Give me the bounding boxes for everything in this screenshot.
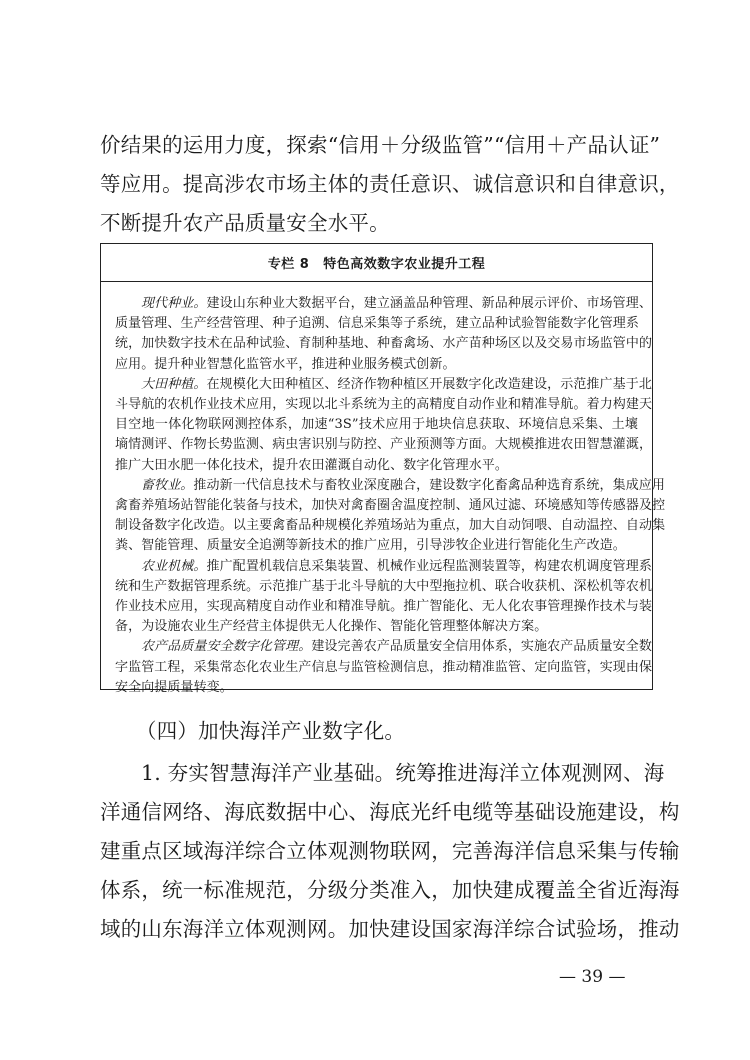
box-title-row bbox=[101, 244, 652, 282]
box-line: 粪、智能管理、质量安全追溯等新技术的推广应用，引导涉牧企业进行智能化生产改造。 bbox=[115, 538, 626, 554]
box-term: 大田种植。 bbox=[141, 376, 207, 392]
box-line: 推广大田水肥一体化技术，提升农田灌溉自动化、数字化管理水平。 bbox=[115, 457, 509, 473]
box-line: 畜牧业。推动新一代信息技术与畜牧业深度融合，建设数字化畜禽品种选育系统，集成应用 bbox=[141, 477, 666, 493]
box-line: 墒情测评、作物长势监测、病虫害识别与防控、产业预测等方面。大规模推进农田智慧灌溉， bbox=[115, 437, 653, 453]
box-line: 目空地一体化物联网测控体系，加速“3S”技术应用于地块信息获取、环境信息采集、土壤 bbox=[115, 417, 638, 433]
box-paragraph-field-planting bbox=[115, 375, 653, 476]
box-line: 农业机械。推广配置机载信息采集装置、机械作业远程监测装置等，构建农机调度管理系 bbox=[141, 558, 652, 574]
box-label: 专栏 8 bbox=[267, 257, 310, 272]
box-title: 特色高效数字农业提升工程 bbox=[323, 257, 486, 272]
box-line: 备，为设施农业生产经营主体提供无人化操作、智能化管理整体解决方案。 bbox=[115, 619, 548, 635]
box-line: 制设备数字化改造。以主要禽畜品种规模化养殖场站为重点，加大自动饲喂、自动温控、自动集 bbox=[115, 518, 666, 534]
intro-paragraph bbox=[100, 126, 680, 243]
text-line: 价结果的运用力度，探索“信用＋分级监管”“信用＋产品认证” bbox=[100, 133, 661, 157]
box-term: 现代种业。 bbox=[141, 296, 207, 311]
box-line: 统，加快数字技术在品种试验、育制种基地、种畜禽场、水产苗种场区以及交易市场监管中的 bbox=[115, 336, 653, 352]
page-number: — 39 — bbox=[559, 967, 626, 987]
text-line: 体系，统一标准规范，分级分类准入，加快建成覆盖全省近海海 bbox=[100, 878, 680, 902]
text-line: 洋通信网络、海底数据中心、海底光纤电缆等基础设施建设，构 bbox=[100, 800, 680, 824]
box-paragraph-seed-industry bbox=[115, 294, 653, 375]
text-line: 1. 夯实智慧海洋产业基础。统筹推进海洋立体观测网、海 bbox=[141, 761, 665, 785]
box-line: 统和生产数据管理系统。示范推广基于北斗导航的大中型拖拉机、联合收获机、深松机等农机 bbox=[115, 578, 653, 594]
text-line: 等应用。提高涉农市场主体的责任意识、诚信意识和自律意识， bbox=[100, 172, 680, 196]
box-term: 农业机械。 bbox=[141, 558, 207, 574]
box-line: 应用。提升种业智慧化监管水平，推进种业服务模式创新。 bbox=[115, 356, 456, 372]
text-line: 不断提升农产品质量安全水平。 bbox=[100, 211, 390, 235]
box-paragraph-animal-husbandry bbox=[115, 476, 666, 557]
box-line: 现代种业。建设山东种业大数据平台，建立涵盖品种管理、新品种展示评价、市场管理、 bbox=[141, 296, 652, 311]
section-paragraph bbox=[100, 754, 680, 949]
box-line: 斗导航的农机作业技术应用，实现以北斗系统为主的高精度自动作业和精准导航。着力构建天 bbox=[115, 397, 653, 413]
section-heading: （四）加快海洋产业数字化。 bbox=[136, 719, 406, 743]
box-paragraph-agricultural-machinery bbox=[115, 557, 653, 638]
text-line: 域的山东海洋立体观测网。加快建设国家海洋综合试验场，推动 bbox=[100, 917, 680, 941]
box-line: 安全向提质量转变。 bbox=[115, 679, 233, 695]
box-line: 字监管工程，采集常态化农业生产信息与监管检测信息，推动精准监管、定向监管，实现由保 bbox=[115, 659, 653, 675]
box-line: 禽畜养殖场站智能化装备与技术，加快对禽畜圈舍温度控制、通风过滤、环境感知等传感器及控 bbox=[115, 498, 666, 514]
box-term: 畜牧业。 bbox=[141, 477, 194, 493]
box-line: 大田种植。在规模化大田种植区、经济作物种植区开展数字化改造建设，示范推广基于北 bbox=[141, 376, 652, 392]
text-line: 建重点区域海洋综合立体观测物联网，完善海洋信息采集与传输 bbox=[100, 839, 680, 863]
box-paragraph-quality-safety bbox=[115, 637, 653, 698]
special-column-box bbox=[100, 243, 666, 695]
box-content bbox=[101, 282, 666, 698]
box-term: 农产品质量安全数字化管理。 bbox=[141, 639, 312, 655]
box-line: 农产品质量安全数字化管理。建设完善农产品质量安全信用体系，实施农产品质量安全数 bbox=[141, 639, 652, 655]
box-line: 质量管理、生产经营管理、种子追溯、信息采集等子系统，建立品种试验智能数字化管理系 bbox=[115, 316, 640, 332]
box-line: 作业技术应用，实现高精度自动作业和精准导航。推广智能化、无人化农事管理操作技术与装 bbox=[115, 599, 653, 615]
